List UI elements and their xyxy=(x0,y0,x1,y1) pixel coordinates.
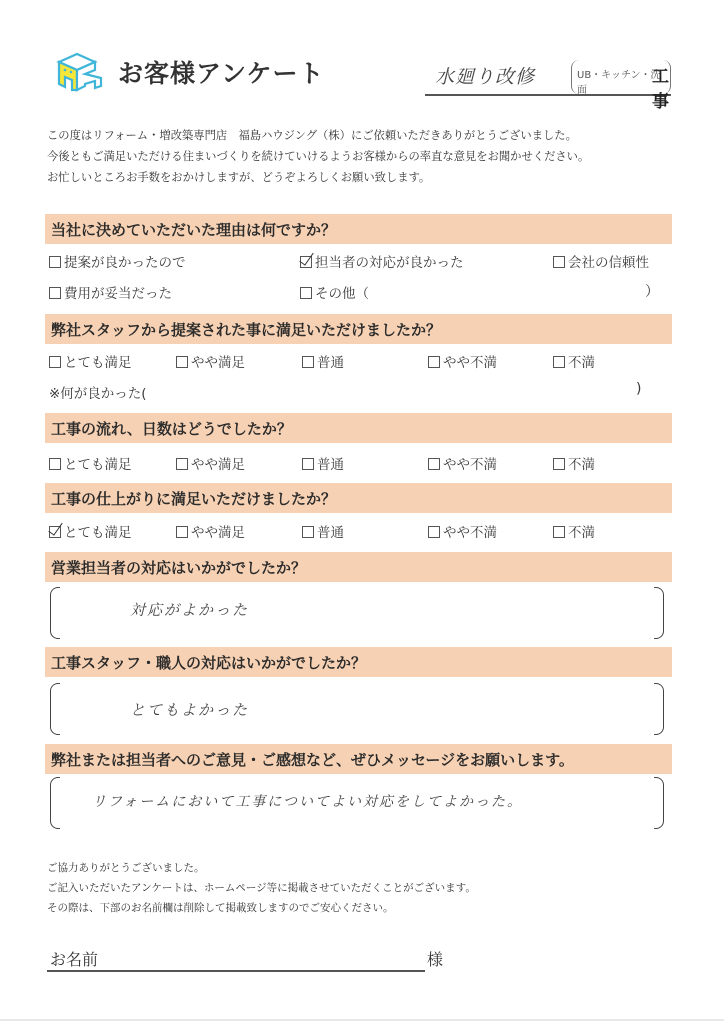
work-type-field[interactable] xyxy=(425,56,671,112)
q1-option-reliability[interactable]: 会社の信頼性 xyxy=(553,251,649,271)
left-bracket xyxy=(50,683,60,735)
question-title: 弊社または担当者へのご意見・ご感想など、ぜひメッセージをお願いします。 xyxy=(51,751,574,769)
q3-option-somewhat-satisfied[interactable]: やや満足 xyxy=(176,453,245,473)
q4-option-somewhat-satisfied[interactable]: やや満足 xyxy=(176,521,245,541)
question-title: 当社に決めていただいた理由は何ですか？ xyxy=(51,221,337,239)
checkbox-icon[interactable] xyxy=(300,287,312,299)
q4-option-neutral[interactable]: 普通 xyxy=(302,521,344,541)
work-type-handwritten: 水廻り改修 xyxy=(435,66,536,88)
q2-note-label: ※何が良かった( xyxy=(49,386,147,402)
question-title: 工事スタッフ・職人の対応はいかがでしたか？ xyxy=(51,654,367,672)
q2-option-somewhat-satisfied[interactable]: やや満足 xyxy=(176,351,245,371)
checkbox-icon[interactable] xyxy=(49,356,61,368)
footer-notice xyxy=(47,858,476,918)
right-bracket xyxy=(654,683,664,735)
footer-line: ご記入いただいたアンケートは、ホームページ等に掲載させていただくことがございます。 xyxy=(47,882,476,894)
question-title: 工事の流れ、日数はどうでしたか？ xyxy=(51,420,292,438)
q1-other-close-paren: ） xyxy=(645,284,659,300)
question-2-header xyxy=(45,314,672,344)
q2-note-close-paren: ) xyxy=(636,381,642,397)
right-bracket xyxy=(654,587,664,639)
checkbox-icon[interactable] xyxy=(176,526,188,538)
footer-line: ご協力ありがとうございました。 xyxy=(47,862,205,874)
question-title: 営業担当者の対応はいかがでしたか？ xyxy=(51,559,307,577)
question-1-header xyxy=(45,214,672,244)
footer-line: その際は、下部のお名前欄は削除して掲載致しますのでご安心ください。 xyxy=(47,902,394,914)
question-title: 工事の仕上がりに満足いただけましたか？ xyxy=(51,490,337,508)
q1-option-staff-response[interactable]: 担当者の対応が良かった xyxy=(300,251,464,271)
q7-answer-field[interactable] xyxy=(50,777,664,829)
page-bottom-divider xyxy=(0,1019,724,1021)
q5-answer-handwritten: 対応がよかった xyxy=(130,601,250,619)
intro-line: この度はリフォーム・増改築専門店 福島ハウジング（株）にご依頼いただきありがとうございました。 xyxy=(47,129,577,142)
house-chair-logo-icon xyxy=(55,50,103,94)
q1-option-proposal[interactable]: 提案が良かったので xyxy=(49,251,186,271)
q7-answer-handwritten: リフォームにおいて工事についてよい対応をしてよかった。 xyxy=(92,794,524,810)
checkbox-icon[interactable] xyxy=(428,356,440,368)
name-input-line[interactable] xyxy=(47,970,425,972)
intro-line: 今後ともご満足いただける住まいづくりを続けていけるようお客様からの率直な意見をお聞かせください。 xyxy=(47,150,590,163)
q1-option-cost[interactable]: 費用が妥当だった xyxy=(49,282,172,302)
checkbox-icon[interactable] xyxy=(302,458,314,470)
q2-option-somewhat-dissatisfied[interactable]: やや不満 xyxy=(428,351,497,371)
question-7-header xyxy=(45,744,672,774)
checkbox-icon[interactable] xyxy=(428,526,440,538)
question-3-header xyxy=(45,413,672,443)
q3-option-very-satisfied[interactable]: とても満足 xyxy=(49,453,132,473)
checkbox-icon[interactable] xyxy=(553,526,565,538)
page-title: お客様アンケート xyxy=(118,59,325,88)
q3-option-neutral[interactable]: 普通 xyxy=(302,453,344,473)
checkbox-checked-icon[interactable] xyxy=(300,256,312,268)
checkbox-icon[interactable] xyxy=(302,526,314,538)
right-bracket xyxy=(654,777,664,829)
checkbox-icon[interactable] xyxy=(176,458,188,470)
q2-option-dissatisfied[interactable]: 不満 xyxy=(553,351,595,371)
q1-option-other[interactable]: その他（ xyxy=(300,282,369,302)
checkbox-icon[interactable] xyxy=(49,256,61,268)
q4-option-dissatisfied[interactable]: 不満 xyxy=(553,521,595,541)
q6-answer-field[interactable] xyxy=(50,683,664,735)
q3-option-somewhat-dissatisfied[interactable]: やや不満 xyxy=(428,453,497,473)
q4-option-somewhat-dissatisfied[interactable]: やや不満 xyxy=(428,521,497,541)
checkbox-icon[interactable] xyxy=(428,458,440,470)
question-4-header xyxy=(45,483,672,513)
checkbox-icon[interactable] xyxy=(49,458,61,470)
left-bracket xyxy=(50,777,60,829)
q3-option-dissatisfied[interactable]: 不満 xyxy=(553,453,595,473)
checkbox-icon[interactable] xyxy=(302,356,314,368)
work-type-suffix: 工事 xyxy=(652,67,669,112)
intro-line: お忙しいところお手数をおかけしますが、どうぞよろしくお願い致します。 xyxy=(47,171,431,184)
work-type-detail: UB・キッチン・洗面 xyxy=(571,60,671,94)
question-title: 弊社スタッフから提案された事に満足いただけましたか？ xyxy=(51,321,442,339)
q6-answer-handwritten: とてもよかった xyxy=(130,701,250,719)
checkbox-icon[interactable] xyxy=(553,458,565,470)
checkbox-icon[interactable] xyxy=(176,356,188,368)
q2-option-very-satisfied[interactable]: とても満足 xyxy=(49,351,132,371)
checkbox-icon[interactable] xyxy=(49,287,61,299)
q5-answer-field[interactable] xyxy=(50,587,664,639)
checkbox-checked-icon[interactable] xyxy=(49,526,61,538)
name-label: お名前 xyxy=(50,950,99,969)
company-logo xyxy=(55,50,103,94)
honorific-label: 様 xyxy=(427,950,444,969)
q4-option-very-satisfied[interactable]: とても満足 xyxy=(49,521,132,541)
question-5-header xyxy=(45,552,672,582)
question-6-header xyxy=(45,647,672,677)
checkbox-icon[interactable] xyxy=(553,356,565,368)
left-bracket xyxy=(50,587,60,639)
q2-option-neutral[interactable]: 普通 xyxy=(302,351,344,371)
intro-text xyxy=(47,125,589,188)
checkbox-icon[interactable] xyxy=(553,256,565,268)
